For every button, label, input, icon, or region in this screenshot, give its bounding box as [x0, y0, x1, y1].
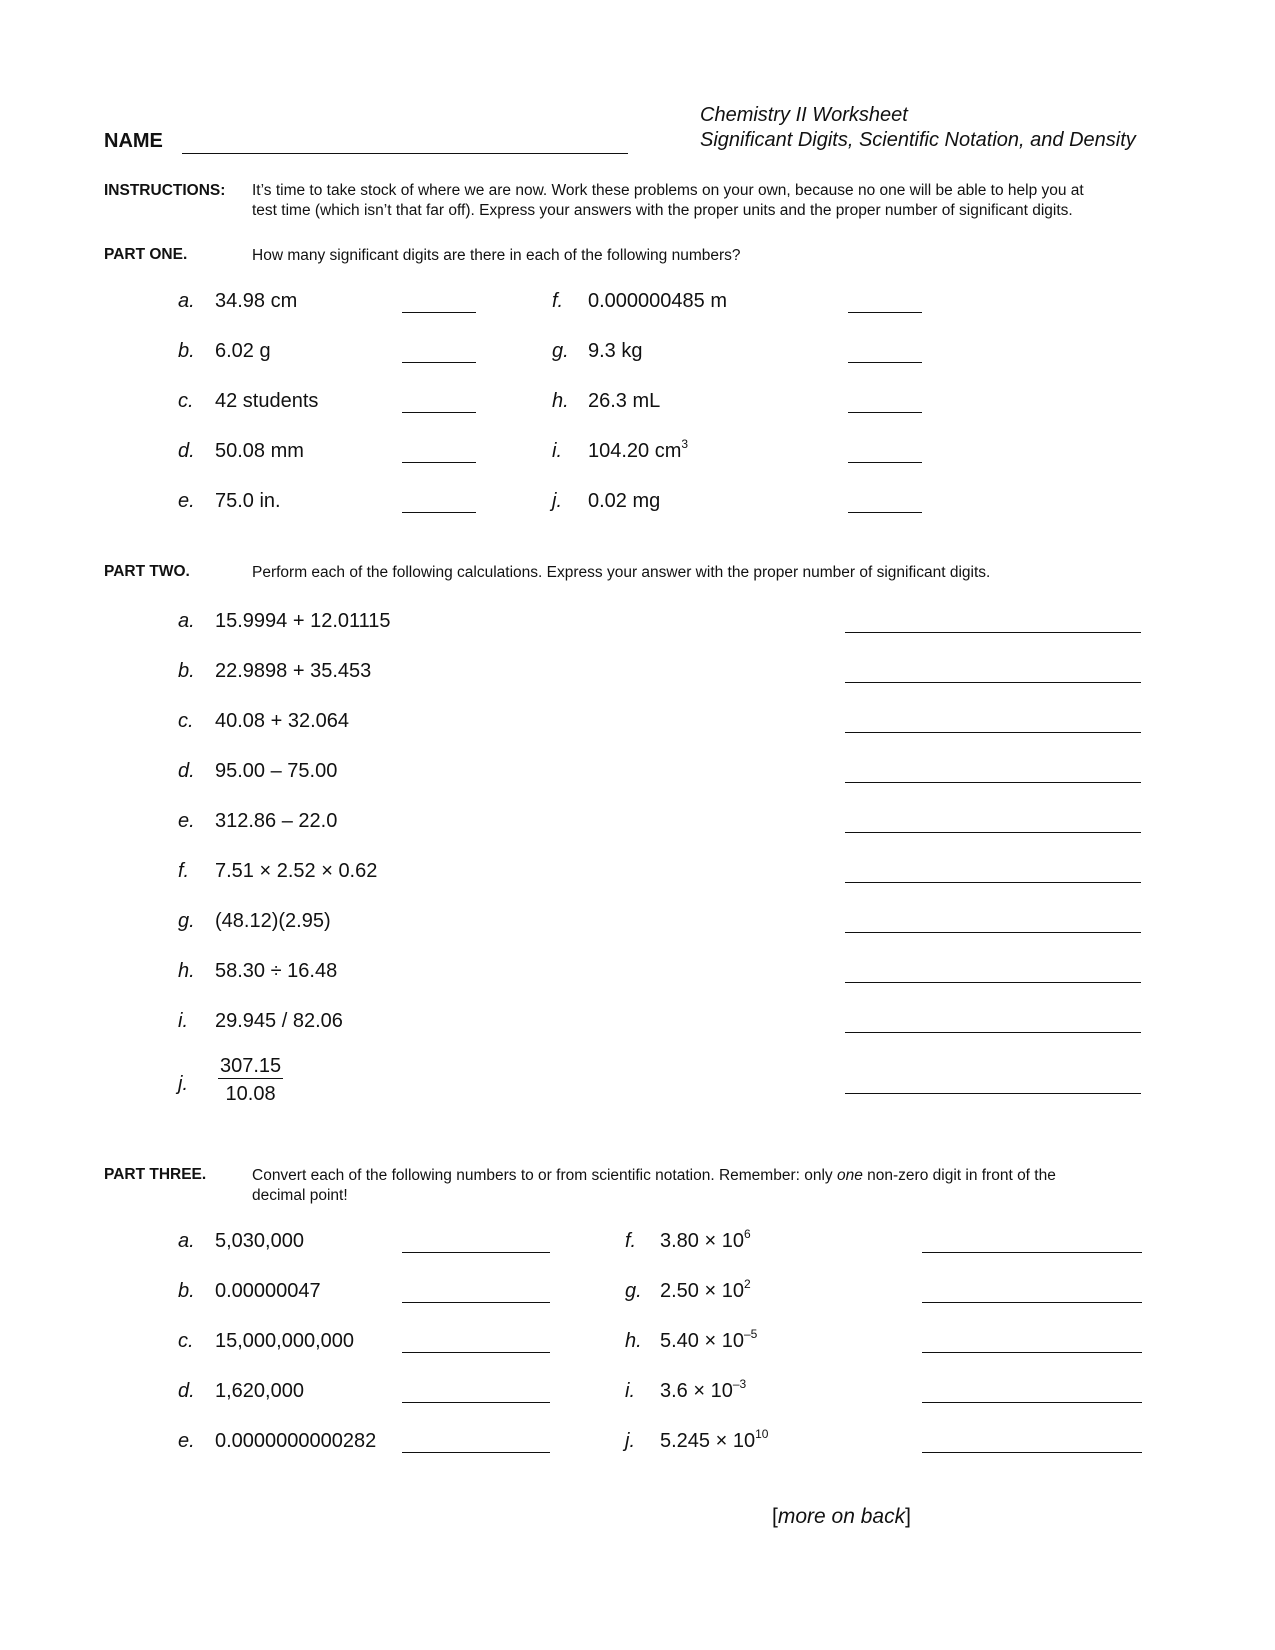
part-two-prompt: Perform each of the following calculations. Express your answer with the proper number of significant digits.: [252, 564, 991, 581]
question-letter: d.: [178, 1380, 195, 1402]
part-three-prompt: [252, 1166, 1056, 1186]
exponent: –3: [732, 1377, 747, 1391]
fraction-expression: [218, 1055, 283, 1106]
answer-blank[interactable]: [402, 462, 476, 463]
question-expression: 0.0000000000282: [215, 1430, 377, 1452]
name-label: NAME: [104, 130, 163, 152]
answer-blank[interactable]: [848, 362, 922, 363]
answer-blank[interactable]: [402, 312, 476, 313]
bracket-open: [: [772, 1505, 778, 1528]
expression-text: 5.245 × 10: [660, 1430, 756, 1452]
part-one-prompt: How many significant digits are there in each of the following numbers?: [252, 247, 741, 264]
part-one-label: PART ONE.: [104, 246, 188, 263]
exponent: 6: [743, 1227, 751, 1241]
expression-text: 104.20 cm: [588, 440, 682, 462]
question-expression: (48.12)(2.95): [215, 910, 331, 932]
question-expression: [660, 1427, 769, 1453]
question-expression: 1,620,000: [215, 1380, 304, 1402]
name-field[interactable]: [182, 153, 628, 154]
fraction-denominator: 10.08: [225, 1083, 276, 1105]
question-letter: c.: [178, 390, 194, 412]
answer-blank[interactable]: [845, 982, 1141, 983]
question-letter: h.: [625, 1330, 642, 1352]
answer-blank[interactable]: [922, 1352, 1142, 1353]
question-expression: 7.51 × 2.52 × 0.62: [215, 860, 378, 882]
question-letter: g.: [625, 1280, 642, 1302]
answer-blank[interactable]: [845, 832, 1141, 833]
expression-text: 26.3 mL: [588, 390, 661, 412]
answer-blank[interactable]: [845, 1032, 1141, 1033]
question-expression: 42 students: [215, 390, 319, 412]
answer-blank[interactable]: [845, 1093, 1141, 1094]
question-letter: i.: [552, 440, 562, 462]
fraction-numerator: 307.15: [220, 1055, 282, 1077]
question-expression: [660, 1327, 758, 1353]
more-on-back-note: [772, 1505, 911, 1529]
question-expression: 5,030,000: [215, 1230, 304, 1252]
question-expression: 15.9994 + 12.01115: [215, 610, 391, 632]
answer-blank[interactable]: [402, 1252, 550, 1253]
question-expression: 29.945 / 82.06: [215, 1010, 343, 1032]
question-letter: h.: [552, 390, 569, 412]
answer-blank[interactable]: [848, 462, 922, 463]
answer-blank[interactable]: [402, 1452, 550, 1453]
question-letter: a.: [178, 610, 195, 632]
exponent: 3: [681, 437, 689, 451]
worksheet-title: Chemistry II Worksheet: [700, 104, 908, 126]
question-expression: [588, 340, 642, 363]
answer-blank[interactable]: [845, 882, 1141, 883]
question-letter: d.: [178, 760, 195, 782]
answer-blank[interactable]: [402, 1352, 550, 1353]
bracket-close: ]: [905, 1505, 911, 1528]
question-expression: [660, 1227, 751, 1253]
question-expression: 312.86 – 22.0: [215, 810, 338, 832]
expression-text: 3.6 × 10: [660, 1380, 733, 1402]
expression-text: 0.000000485 m: [588, 290, 728, 312]
question-letter: f.: [178, 860, 190, 882]
question-expression: 15,000,000,000: [215, 1330, 355, 1352]
question-expression: 6.02 g: [215, 340, 271, 362]
question-letter: e.: [178, 810, 195, 832]
expression-text: 9.3 kg: [588, 340, 643, 362]
answer-blank[interactable]: [848, 412, 922, 413]
question-letter: j.: [552, 490, 562, 512]
question-letter: e.: [178, 1430, 195, 1452]
question-letter: i.: [625, 1380, 635, 1402]
question-letter: j.: [625, 1430, 635, 1452]
answer-blank[interactable]: [845, 782, 1141, 783]
expression-text: 5.40 × 10: [660, 1330, 744, 1352]
question-expression: [588, 290, 727, 313]
question-expression: [588, 437, 689, 463]
question-letter: a.: [178, 1230, 195, 1252]
question-letter: i.: [178, 1010, 188, 1032]
question-letter: d.: [178, 440, 195, 462]
expression-text: 2.50 × 10: [660, 1280, 744, 1302]
instructions-label: INSTRUCTIONS:: [104, 182, 226, 199]
question-letter: b.: [178, 340, 195, 362]
prompt-text-end: non-zero digit in front of the: [862, 1167, 1056, 1184]
question-expression: 50.08 mm: [215, 440, 304, 462]
answer-blank[interactable]: [845, 682, 1141, 683]
question-letter: e.: [178, 490, 195, 512]
question-expression: [588, 390, 660, 413]
question-expression: 22.9898 + 35.453: [215, 660, 372, 682]
question-expression: 75.0 in.: [215, 490, 281, 512]
answer-blank[interactable]: [402, 1302, 550, 1303]
question-expression: 0.00000047: [215, 1280, 321, 1302]
part-two-label: PART TWO.: [104, 563, 190, 580]
question-expression: [660, 1277, 751, 1303]
question-letter: h.: [178, 960, 195, 982]
exponent: –5: [743, 1327, 758, 1341]
question-expression: 34.98 cm: [215, 290, 298, 312]
question-letter: b.: [178, 660, 195, 682]
answer-blank[interactable]: [402, 512, 476, 513]
exponent: 10: [755, 1427, 769, 1441]
question-letter: a.: [178, 290, 195, 312]
answer-blank[interactable]: [848, 512, 922, 513]
question-letter: f.: [625, 1230, 637, 1252]
answer-blank[interactable]: [922, 1452, 1142, 1453]
question-expression: 95.00 – 75.00: [215, 760, 338, 782]
question-letter: j.: [178, 1073, 188, 1095]
question-expression: [660, 1377, 747, 1403]
part-three-prompt-line-2: decimal point!: [252, 1187, 348, 1204]
instructions-line-1: It’s time to take stock of where we are now. Work these problems on your own, because no one will be able to help you at: [252, 182, 1084, 199]
question-letter: b.: [178, 1280, 195, 1302]
answer-blank[interactable]: [402, 362, 476, 363]
part-three-label: PART THREE.: [104, 1166, 207, 1183]
expression-text: 3.80 × 10: [660, 1230, 744, 1252]
question-letter: g.: [552, 340, 569, 362]
answer-blank[interactable]: [845, 632, 1141, 633]
question-letter: c.: [178, 1330, 194, 1352]
question-letter: g.: [178, 910, 195, 932]
answer-blank[interactable]: [848, 312, 922, 313]
answer-blank[interactable]: [922, 1252, 1142, 1253]
answer-blank[interactable]: [402, 412, 476, 413]
instructions-line-2: test time (which isn’t that far off). Express your answers with the proper units and the proper number of significant digits.: [252, 202, 1073, 219]
worksheet-subtitle: Significant Digits, Scientific Notation, and Density: [700, 129, 1136, 151]
answer-blank[interactable]: [922, 1402, 1142, 1403]
more-on-back-text: more on back: [777, 1505, 906, 1528]
question-expression: 40.08 + 32.064: [215, 710, 350, 732]
answer-blank[interactable]: [845, 732, 1141, 733]
answer-blank[interactable]: [922, 1302, 1142, 1303]
exponent: 2: [743, 1277, 751, 1291]
prompt-emphasis: one: [836, 1167, 863, 1184]
answer-blank[interactable]: [402, 1402, 550, 1403]
answer-blank[interactable]: [845, 932, 1141, 933]
question-letter: f.: [552, 290, 564, 312]
question-expression: [588, 490, 660, 513]
expression-text: 0.02 mg: [588, 490, 661, 512]
question-expression: 58.30 ÷ 16.48: [215, 960, 338, 982]
question-letter: c.: [178, 710, 194, 732]
prompt-text: Convert each of the following numbers to or from scientific notation. Remember: only: [252, 1167, 837, 1184]
